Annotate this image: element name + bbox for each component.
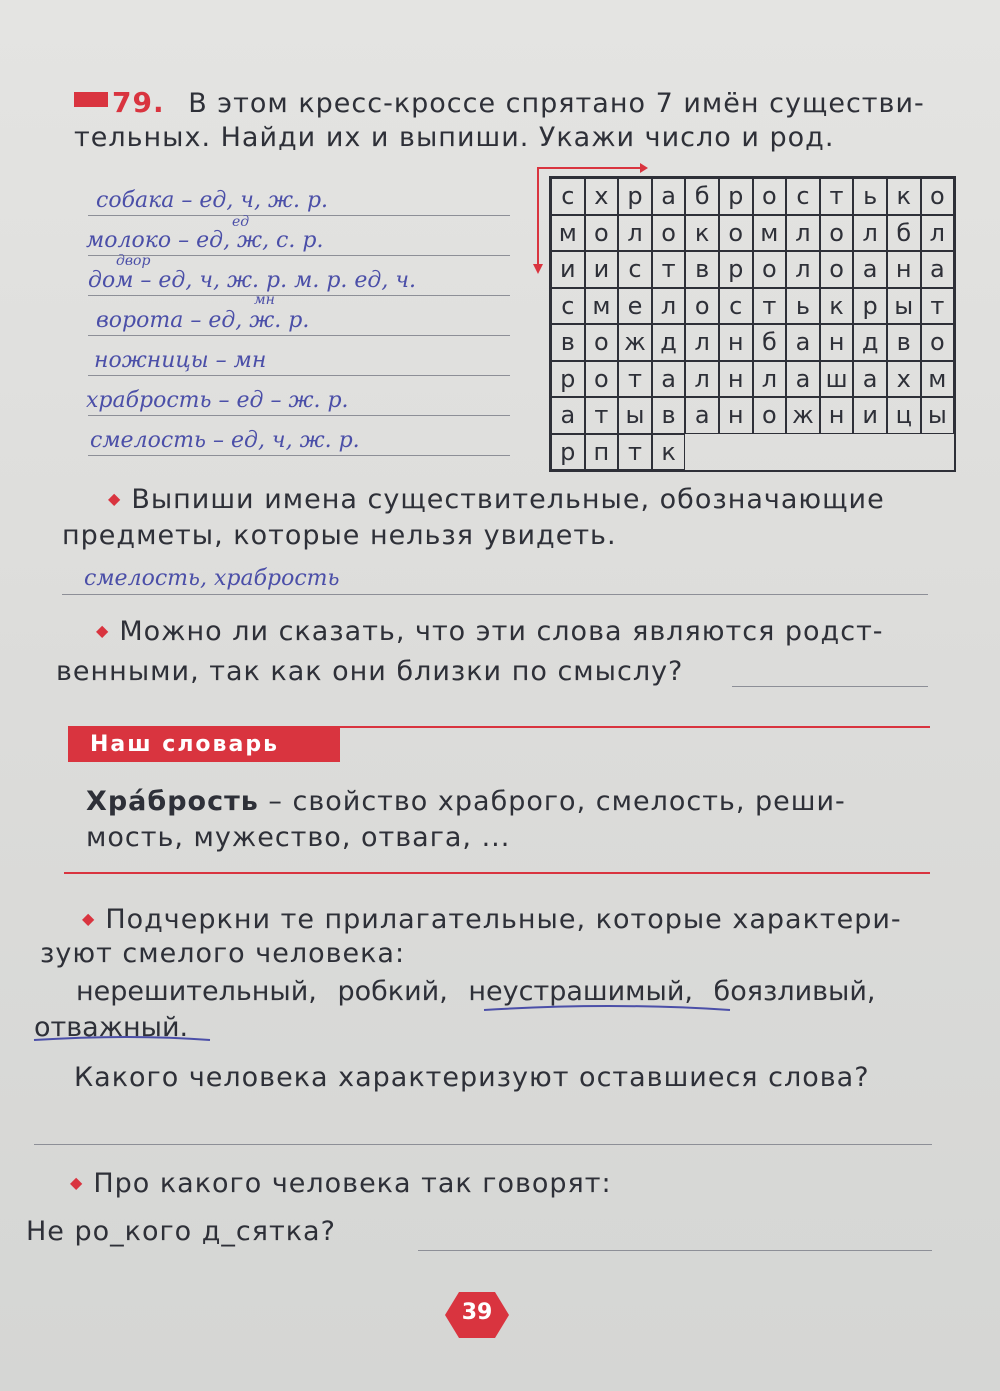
adjective-4: боязливый,: [713, 976, 876, 1007]
crossword-cell: т: [618, 361, 652, 398]
answer-7: смелость – ед, ч, ж. р.: [90, 428, 360, 453]
crossword-cell: в: [551, 324, 585, 361]
task5-line-1: ◆ Про какого человека так говорят:: [70, 1168, 612, 1199]
crossword-cell: н: [719, 361, 753, 398]
crossword-cell: б: [753, 324, 787, 361]
crossword-cell: н: [719, 324, 753, 361]
crossword-cell: р: [719, 178, 753, 215]
task2-answer: смелость, храбрость: [84, 566, 340, 591]
crossword-cell: о: [753, 178, 787, 215]
diamond-bullet-icon: ◆: [108, 489, 122, 508]
dictionary-bottom-rule: [64, 872, 930, 874]
exercise-text-1: В этом кресс-кроссе спрятано 7 имён существи-: [188, 88, 925, 119]
task4-line-1: ◆ Подчеркни те прилагательные, которые характери-: [82, 904, 902, 935]
task4-line-2: зуют смелого человека:: [40, 938, 406, 969]
exercise-number: 79.: [112, 86, 165, 119]
task3-line-1: ◆ Можно ли сказать, что эти слова являются родст-: [96, 616, 884, 647]
answer-2: молоко – ед, ж, с. р.: [86, 228, 324, 253]
crossword-cell: о: [685, 288, 719, 325]
crossword-cell: к: [652, 434, 686, 471]
crossword-cell: л: [786, 215, 820, 252]
crossword-cell: а: [685, 397, 719, 434]
task4-question: Какого человека характеризуют оставшиеся слова?: [74, 1062, 870, 1093]
crossword-cell: и: [853, 397, 887, 434]
crossword-cell: с: [719, 288, 753, 325]
crossword-cell: х: [585, 178, 619, 215]
crossword-cell: ы: [618, 397, 652, 434]
crossword-cell: м: [585, 288, 619, 325]
page-number: 39: [461, 1300, 493, 1325]
crossword-cell: а: [652, 361, 686, 398]
adjective-5: отважный.: [34, 1012, 189, 1043]
crossword-cell: с: [551, 288, 585, 325]
answer-5: ножницы – мн: [94, 348, 267, 373]
crossword-cell: ж: [618, 324, 652, 361]
dictionary-line-1: Хра́брость – свойство храброго, смелость, реши-: [86, 786, 846, 817]
crossword-cell: о: [753, 397, 787, 434]
crossword-cell: а: [652, 178, 686, 215]
task2-line-2: предметы, которые нельзя увидеть.: [62, 520, 617, 551]
crossword-cell: а: [921, 251, 955, 288]
diamond-bullet-icon: ◆: [70, 1173, 84, 1192]
arrow-right-icon: [640, 163, 648, 173]
crossword-cell: р: [551, 434, 585, 471]
crossword-cell: ж: [786, 397, 820, 434]
answer-4: ворота – ед, ж. р.: [96, 308, 310, 333]
crossword-cell: д: [853, 324, 887, 361]
answer-6: храбрость – ед – ж. р.: [86, 388, 349, 413]
crossword-cell: к: [887, 178, 921, 215]
crossword-cell: р: [551, 361, 585, 398]
crossword-cell: о: [820, 251, 854, 288]
crossword-cell: в: [887, 324, 921, 361]
crossword-cell: п: [585, 434, 619, 471]
crossword-cell: о: [652, 215, 686, 252]
crossword-cell: а: [786, 361, 820, 398]
crossword-cell: р: [719, 251, 753, 288]
adjective-3: неустрашимый,: [468, 976, 693, 1007]
crossword-cell: м: [921, 361, 955, 398]
crossword-cell: и: [551, 251, 585, 288]
crossword-cell: т: [921, 288, 955, 325]
crossword-cell: л: [618, 215, 652, 252]
crossword-cell: н: [820, 397, 854, 434]
answer-1: собака – ед, ч, ж. р.: [96, 188, 329, 213]
crossword-cell: б: [685, 178, 719, 215]
crossword-cell: л: [786, 251, 820, 288]
crossword-cell: в: [685, 251, 719, 288]
crossword-cell: м: [551, 215, 585, 252]
crossword-cell: т: [753, 288, 787, 325]
adjective-2: робкий,: [337, 976, 448, 1007]
crossword-cell: л: [652, 288, 686, 325]
arrow-down-icon: [533, 264, 543, 274]
crossword-cell: о: [585, 324, 619, 361]
crossword-cell: о: [921, 324, 955, 361]
crossword-cell: х: [887, 361, 921, 398]
crossword-cell: ы: [921, 397, 955, 434]
exercise-marker: [74, 92, 108, 107]
answer-2-note: ед: [232, 214, 250, 230]
crossword-cell: а: [786, 324, 820, 361]
crossword-cell: к: [820, 288, 854, 325]
dictionary-word: Хра́брость: [86, 786, 259, 817]
answer-3-note-2: мн: [254, 292, 275, 308]
crossword-cell: л: [921, 215, 955, 252]
crossword-cell: ц: [887, 397, 921, 434]
task3-line-2: венными, так как они близки по смыслу?: [56, 656, 684, 687]
crossword-cell: ы: [887, 288, 921, 325]
crossword-cell: с: [618, 251, 652, 288]
crossword-cell: б: [887, 215, 921, 252]
crossword-cell: о: [820, 215, 854, 252]
crossword-cell: н: [887, 251, 921, 288]
answer-3: дом – ед, ч, ж. р. м. р. ед, ч.: [88, 268, 417, 293]
crossword-cell: ш: [820, 361, 854, 398]
crossword-cell: о: [719, 215, 753, 252]
crossword-cell: о: [585, 215, 619, 252]
crossword-cell: а: [853, 251, 887, 288]
crossword-cell: и: [585, 251, 619, 288]
crossword-cell: ь: [853, 178, 887, 215]
diamond-bullet-icon: ◆: [82, 909, 96, 928]
crossword-cell: о: [585, 361, 619, 398]
crossword-cell: с: [551, 178, 585, 215]
adjective-1: нерешительный,: [76, 976, 317, 1007]
crossword-cell: е: [618, 288, 652, 325]
crossword-cell: р: [618, 178, 652, 215]
crossword-cell: а: [551, 397, 585, 434]
task5-phrase: Не ро_кого д_сятка?: [26, 1216, 336, 1247]
crossword-cell: в: [652, 397, 686, 434]
crossword-cell: н: [820, 324, 854, 361]
crossword-cell: л: [685, 324, 719, 361]
crossword-cell: о: [753, 251, 787, 288]
crossword-cell: д: [652, 324, 686, 361]
crossword-cell: т: [820, 178, 854, 215]
crossword-cell: н: [719, 397, 753, 434]
dictionary-line-2: мость, мужество, отвага, ...: [86, 822, 511, 853]
exercise-line-1: [112, 86, 925, 119]
crossword-grid: [549, 176, 956, 472]
crossword-cell: с: [786, 178, 820, 215]
crossword-cell: л: [685, 361, 719, 398]
crossword-cell: р: [853, 288, 887, 325]
crossword-cell: а: [853, 361, 887, 398]
crossword-cell: л: [853, 215, 887, 252]
underline-marks: [30, 998, 750, 1048]
crossword-cell: к: [685, 215, 719, 252]
crossword-cell: т: [618, 434, 652, 471]
crossword-cell: м: [753, 215, 787, 252]
dictionary-label: Наш словарь: [68, 728, 340, 762]
crossword-cell: ь: [786, 288, 820, 325]
task2-line-1: ◆ Выпиши имена существительные, обозначающие: [108, 484, 885, 515]
crossword-cell: т: [585, 397, 619, 434]
exercise-line-2: тельных. Найди их и выпиши. Укажи число и род.: [74, 122, 835, 153]
diamond-bullet-icon: ◆: [96, 621, 110, 640]
crossword-cell: о: [921, 178, 955, 215]
crossword-cell: т: [652, 251, 686, 288]
answer-3-note: двор: [116, 253, 151, 269]
crossword-cell: л: [753, 361, 787, 398]
